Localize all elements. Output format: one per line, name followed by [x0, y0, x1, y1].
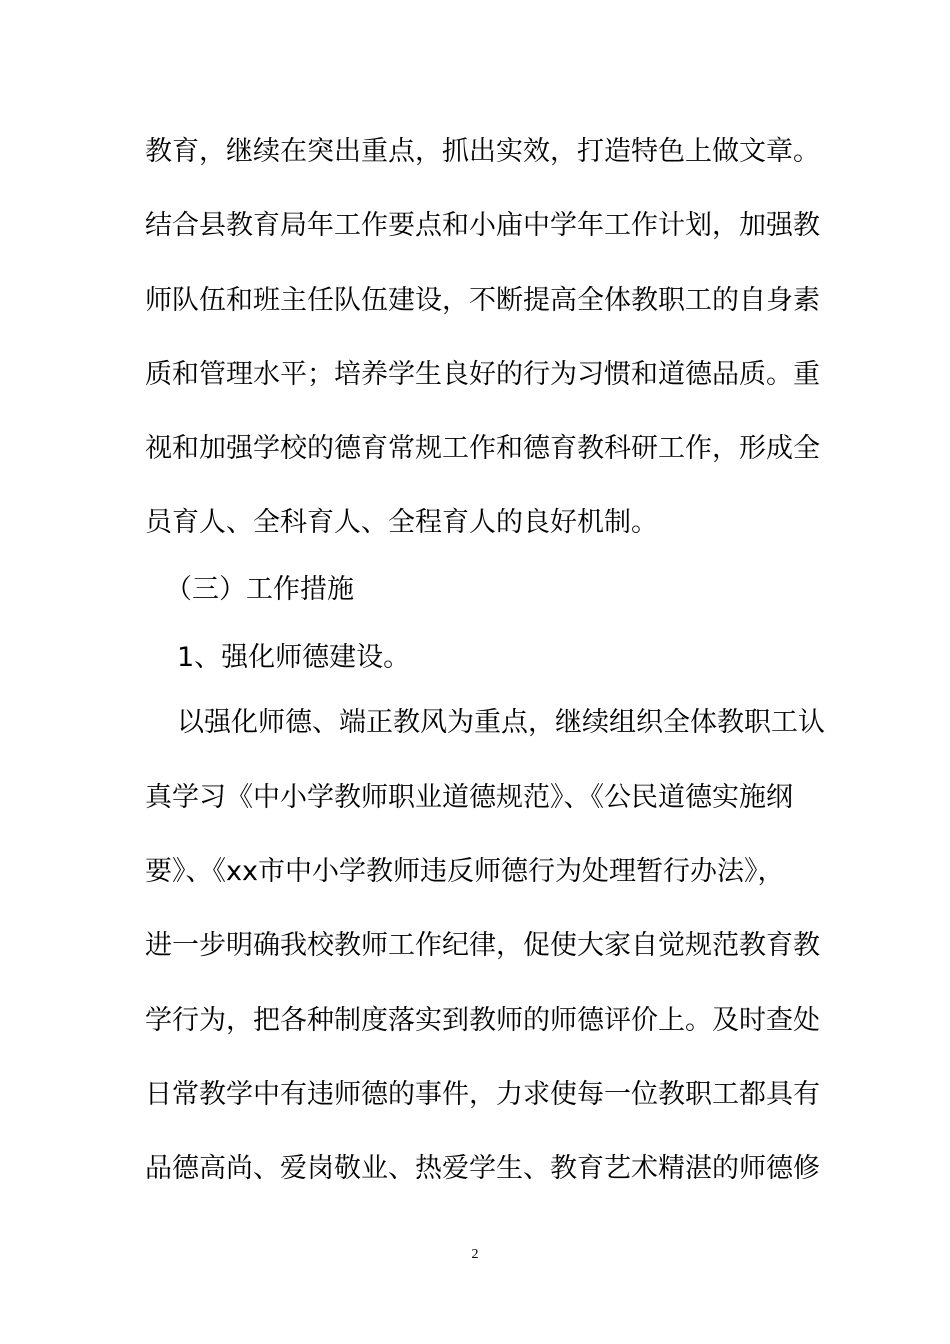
body-text-line: 要》、《xx市中小学教师违反师德行为处理暂行办法》， — [145, 856, 785, 887]
body-text-line: 以强化师德、端正教风为重点，继续组织全体教职工认 — [177, 707, 825, 738]
body-text-line: 结合县教育局年工作要点和小庙中学年工作计划，加强教 — [145, 210, 820, 241]
body-text-line: 视和加强学校的德育常规工作和德育教科研工作，形成全 — [145, 433, 820, 464]
body-text-line: 质和管理水平；培养学生良好的行为习惯和道德品质。重 — [145, 359, 820, 390]
body-text-line: 学行为，把各种制度落实到教师的师德评价上。及时查处 — [145, 1005, 820, 1036]
body-text-line: 教育，继续在突出重点，抓出实效，打造特色上做文章。 — [145, 136, 820, 167]
body-text-line: 真学习《中小学教师职业道德规范》、《公民道德实施纲 — [145, 782, 793, 813]
page-number: 2 — [471, 1247, 479, 1262]
body-text-line: 进一步明确我校教师工作纪律，促使大家自觉规范教育教 — [145, 930, 820, 961]
section-heading: （三）工作措施 — [165, 574, 354, 605]
body-text-line: 日常教学中有违师德的事件，力求使每一位教职工都具有 — [145, 1079, 820, 1110]
body-text-line: 员育人、全科育人、全程育人的良好机制。 — [145, 507, 658, 538]
body-text-line: 师队伍和班主任队伍建设，不断提高全体教职工的自身素 — [145, 285, 820, 316]
subsection-heading: 1、强化师德建设。 — [177, 642, 411, 673]
body-text-line: 品德高尚、爱岗敬业、热爱学生、教育艺术精湛的师德修 — [145, 1153, 820, 1184]
